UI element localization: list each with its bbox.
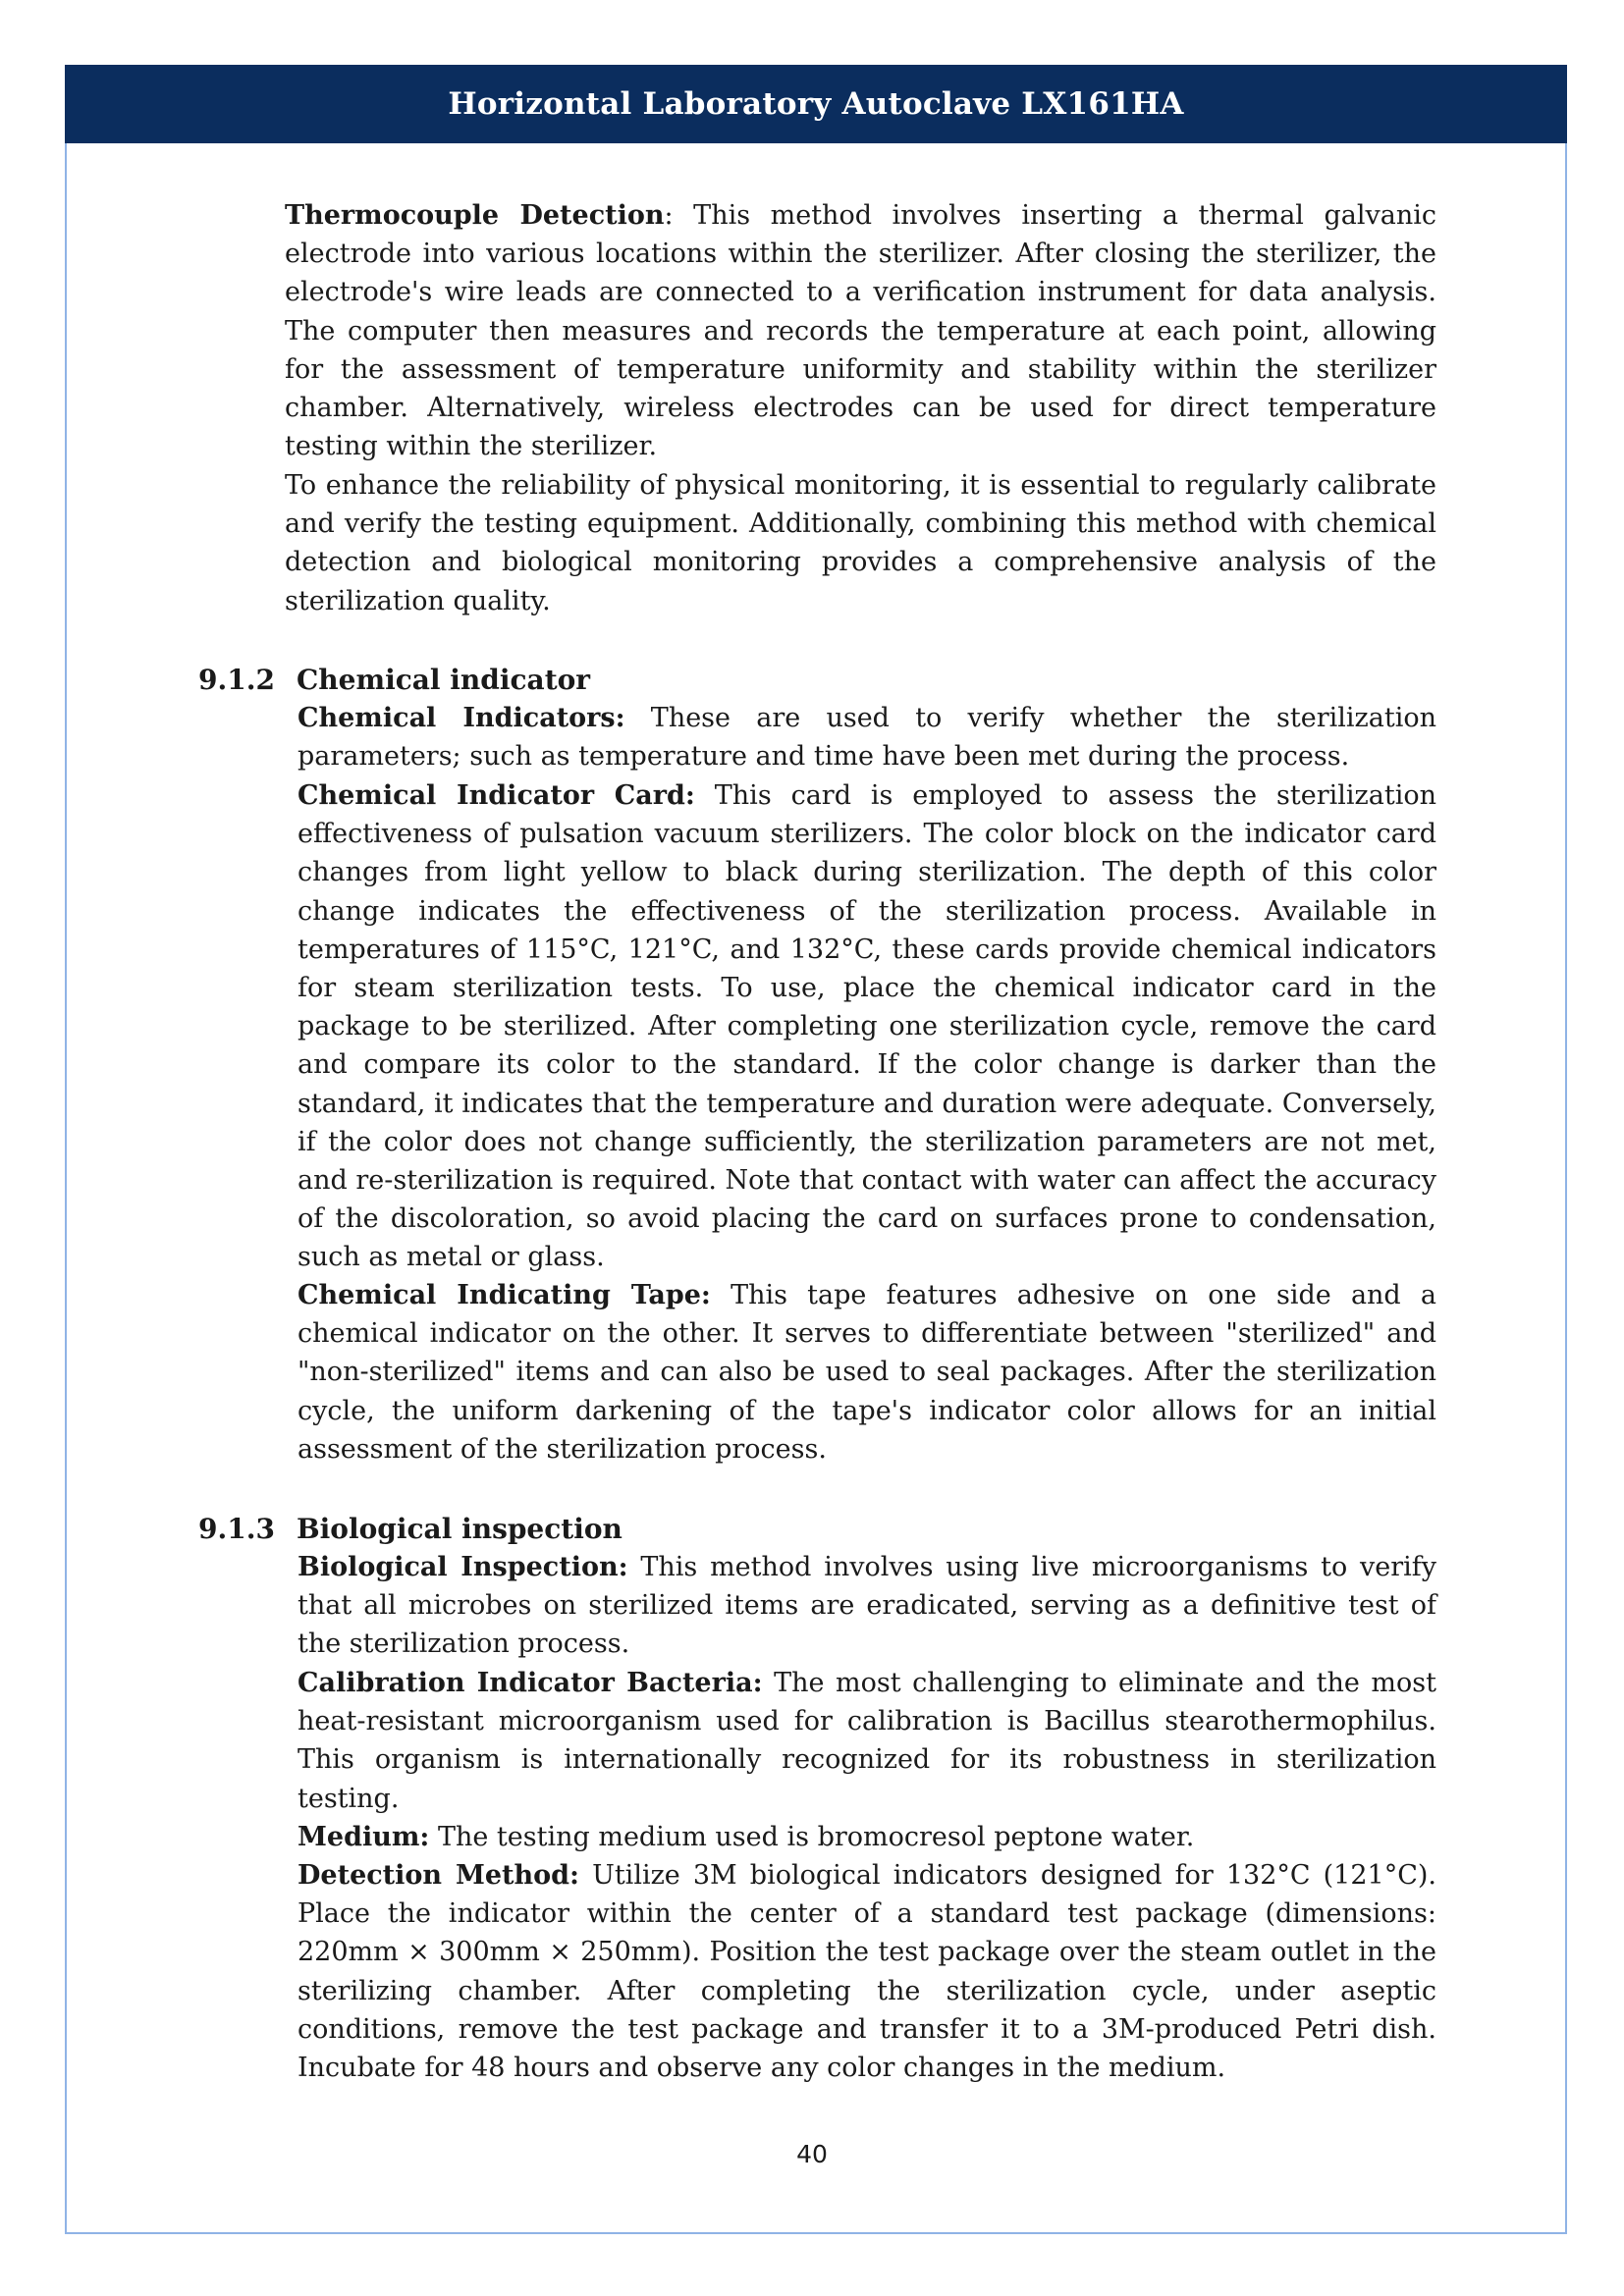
biological-inspection-label: Biological Inspection: bbox=[298, 1552, 628, 1582]
indicator-card-paragraph bbox=[298, 776, 1436, 1277]
section-title: Chemical indicator bbox=[297, 664, 591, 696]
section-number: 9.1.3 bbox=[198, 1513, 275, 1545]
chemical-indicators-text: These are used to verify whether the sterilization parameters; such as temperature and time have been met during the process. bbox=[298, 703, 1437, 773]
chemical-indicators-label: Chemical Indicators: bbox=[298, 703, 625, 733]
indicator-card-text: This card is employed to assess the sterilization effectiveness of pulsation vacuum sterilizers. The color block on the indicator card changes from light yellow to black during sterilization. The depth of this color change indicates the effectiveness of the sterilization process. Available in temperatures of 115°C, 121°C, and 132°C, these cards provide chemical indicators for steam sterilization tests. To use, place the chemical indicator card in the package to be sterilized. After completing one sterilization cycle, remove the card and compare its color to the standard. If the color change is darker than the standard, it indicates that the temperature and duration were adequate. Conversely, if the color does not change sufficiently, the sterilization parameters are not met, and re-sterilization is required. Note that contact with water can affect the accuracy of the discoloration, so avoid placing the card on surfaces prone to condensation, such as metal or glass. bbox=[298, 780, 1436, 1273]
reliability-text: To enhance the reliability of physical monitoring, it is essential to regularly calibrate and verify the testing equipment. Additionally, combining this method with chemical detection and biological monitoring provides a comprehensive analysis of the sterilization quality. bbox=[285, 470, 1436, 616]
detection-method-paragraph bbox=[298, 1856, 1436, 2087]
indicating-tape-text: This tape features adhesive on one side and a chemical indicator on the other. It serves to differentiate between "sterilized" and "non-sterilized" items and can also be used to seal packages. After the sterilization cycle, the uniform darkening of the tape's indicator color allows for an initial assessment of the sterilization process. bbox=[298, 1280, 1436, 1465]
document-title: Horizontal Laboratory Autoclave LX161HA bbox=[448, 86, 1184, 122]
indicating-tape-paragraph bbox=[298, 1276, 1436, 1468]
document-header bbox=[65, 65, 1567, 143]
biological-inspection-paragraph bbox=[298, 1548, 1436, 1664]
thermocouple-paragraph bbox=[285, 196, 1436, 465]
calibration-bacteria-paragraph bbox=[298, 1664, 1436, 1818]
biological-inspection-text: This method involves using live microorganisms to verify that all microbes on sterilized items are eradicated, serving as a definitive test of the sterilization process. bbox=[298, 1552, 1437, 1660]
calibration-bacteria-label: Calibration Indicator Bacteria: bbox=[298, 1668, 763, 1698]
medium-paragraph bbox=[298, 1818, 1436, 1856]
section-number: 9.1.2 bbox=[198, 664, 275, 696]
section-heading-9-1-3 bbox=[198, 1510, 623, 1548]
chemical-indicators-paragraph bbox=[298, 699, 1436, 775]
medium-label: Medium: bbox=[298, 1822, 430, 1852]
calibration-bacteria-text: The most challenging to eliminate and the most heat-resistant microorganism used for calibration is Bacillus stearothermophilus. This organism is internationally recognized for its robustness in sterilization testing. bbox=[298, 1668, 1436, 1814]
indicator-card-label: Chemical Indicator Card: bbox=[298, 780, 695, 811]
thermocouple-label: Thermocouple Detection bbox=[285, 200, 665, 231]
section-title: Biological inspection bbox=[297, 1513, 623, 1545]
detection-method-text: Utilize 3M biological indicators designed for 132°C (121°C). Place the indicator within the center of a standard test package (dimensions: 220mm × 300mm × 250mm). Position the test package over the steam outlet in the sterilizing chamber. After completing the sterilization cycle, under aseptic conditions, remove the test package and transfer it to a 3M-produced Petri dish. Incubate for 48 hours and observe any color changes in the medium. bbox=[298, 1860, 1436, 2084]
section-heading-9-1-2 bbox=[198, 661, 590, 699]
detection-method-label: Detection Method: bbox=[298, 1860, 579, 1891]
page-number: 40 bbox=[796, 2140, 828, 2168]
medium-text: The testing medium used is bromocresol peptone water. bbox=[429, 1822, 1195, 1852]
indicating-tape-label: Chemical Indicating Tape: bbox=[298, 1280, 711, 1310]
reliability-paragraph bbox=[285, 466, 1436, 620]
thermocouple-text: : This method involves inserting a thermal galvanic electrode into various locations within the sterilizer. After closing the sterilizer, the electrode's wire leads are connected to a verification instrument for data analysis. The computer then measures and records the temperature at each point, allowing for the assessment of temperature uniformity and stability within the sterilizer chamber. Alternatively, wireless electrodes can be used for direct temperature testing within the sterilizer. bbox=[285, 200, 1436, 462]
